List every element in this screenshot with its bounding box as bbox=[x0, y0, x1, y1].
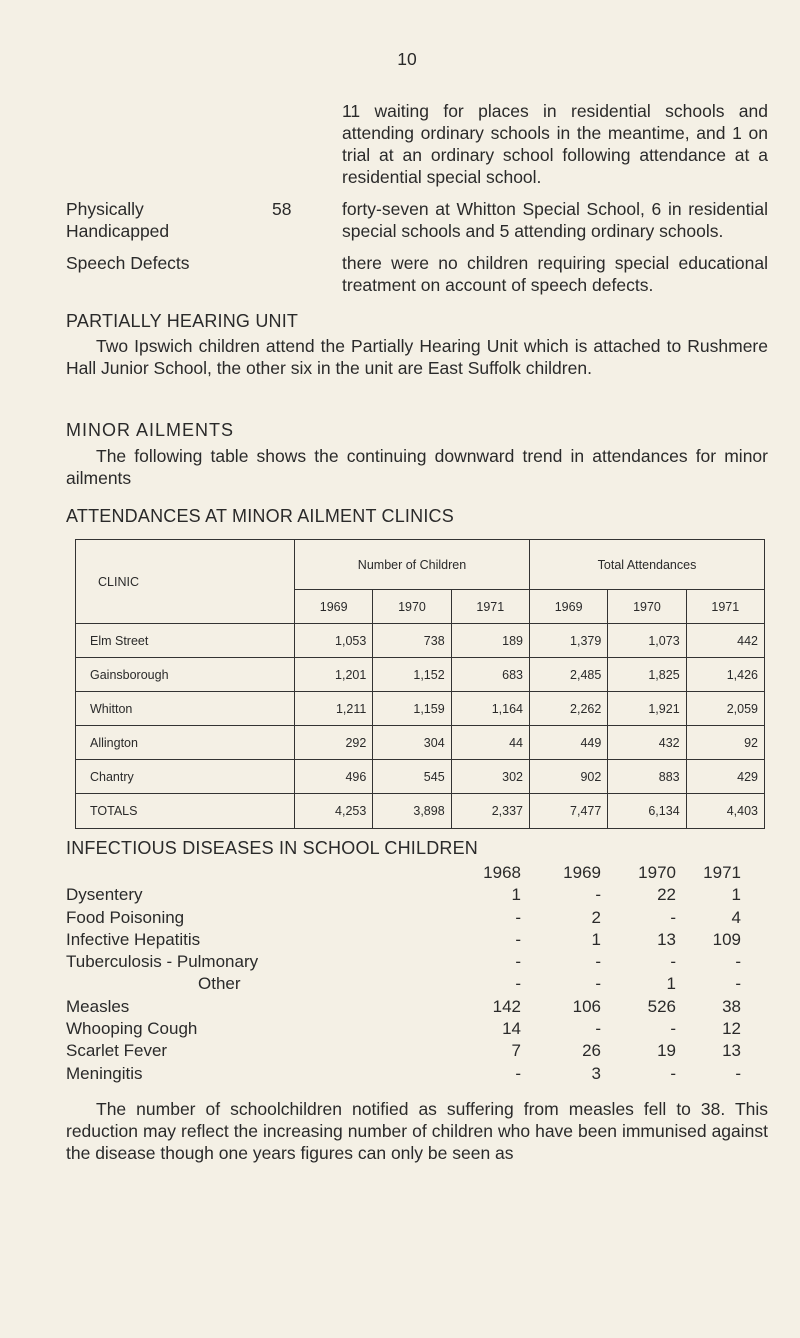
year-header: 1970 bbox=[608, 590, 686, 624]
physically-label-2: Handicapped bbox=[66, 221, 170, 241]
clinic-name: TOTALS bbox=[76, 794, 295, 829]
physically-handicapped-section bbox=[66, 198, 768, 242]
intro-paragraph: 11 waiting for places in residential schools and attending ordinary schools in the meantime, and 1 on trial at an ordinary school following attendance at a residential special school. bbox=[342, 101, 768, 187]
table-cell: 2,485 bbox=[529, 658, 607, 692]
clinic-header: CLINIC bbox=[76, 540, 295, 624]
table-cell: 738 bbox=[373, 624, 451, 658]
disease-name: Whooping Cough bbox=[66, 1019, 198, 1039]
year-header-row bbox=[66, 863, 766, 885]
clinic-name: Chantry bbox=[76, 760, 295, 794]
physically-count: 58 bbox=[272, 199, 292, 219]
table-cell: 449 bbox=[529, 726, 607, 760]
table-cell: 6,134 bbox=[608, 794, 686, 829]
group-header-children: Number of Children bbox=[295, 540, 530, 590]
table-cell: 496 bbox=[295, 760, 373, 794]
table-cell: 3 bbox=[591, 1063, 601, 1083]
table-cell: 1 bbox=[511, 885, 521, 905]
minor-ailments-text: The following table shows the continuing downward trend in attendances for minor ailments bbox=[66, 446, 768, 488]
table-cell: - bbox=[595, 974, 601, 994]
table-cell: 13 bbox=[722, 1041, 741, 1061]
minor-ailments-heading: MINOR AILMENTS bbox=[66, 420, 235, 440]
table-cell: - bbox=[515, 907, 521, 927]
table-cell: 22 bbox=[657, 885, 676, 905]
table-cell: 302 bbox=[451, 760, 529, 794]
year-header: 1971 bbox=[703, 863, 741, 882]
clinic-name: Elm Street bbox=[76, 624, 295, 658]
table-row bbox=[66, 885, 766, 907]
table-cell: - bbox=[670, 952, 676, 972]
attendances-table bbox=[75, 539, 765, 829]
table-cell: 26 bbox=[582, 1041, 601, 1061]
disease-name: Food Poisoning bbox=[66, 907, 185, 927]
clinic-name: Whitton bbox=[76, 692, 295, 726]
table-cell: 19 bbox=[657, 1041, 676, 1061]
table-cell: 4,403 bbox=[686, 794, 764, 829]
disease-name: Other bbox=[198, 974, 241, 994]
table-row bbox=[66, 1064, 766, 1086]
table-cell: 38 bbox=[722, 996, 741, 1016]
year-header: 1969 bbox=[563, 863, 601, 882]
table-cell: 92 bbox=[686, 726, 764, 760]
table-cell: 1 bbox=[666, 974, 676, 994]
table-cell: 7 bbox=[511, 1041, 521, 1061]
table-cell: 1,426 bbox=[686, 658, 764, 692]
disease-name: Tuberculosis - Pulmonary bbox=[66, 952, 259, 972]
table-row bbox=[66, 930, 766, 952]
group-header-attendances: Total Attendances bbox=[529, 540, 764, 590]
table-row bbox=[66, 974, 766, 996]
table-row bbox=[66, 952, 766, 974]
table-row bbox=[76, 760, 765, 794]
table-cell: 432 bbox=[608, 726, 686, 760]
table-row bbox=[76, 726, 765, 760]
table-cell: 1 bbox=[591, 929, 601, 949]
disease-name: Measles bbox=[66, 996, 130, 1016]
clinic-name: Gainsborough bbox=[76, 658, 295, 692]
table-cell: 1,152 bbox=[373, 658, 451, 692]
disease-name: Dysentery bbox=[66, 885, 143, 905]
table-cell: 1,201 bbox=[295, 658, 373, 692]
disease-name: Infective Hepatitis bbox=[66, 929, 201, 949]
infectious-title: INFECTIOUS DISEASES IN SCHOOL CHILDREN bbox=[66, 838, 479, 858]
partially-hearing-text: Two Ipswich children attend the Partially Hearing Unit which is attached to Rushmere Hall Junior School, the other six in the unit are East Suffolk children. bbox=[66, 336, 768, 378]
table-cell: - bbox=[670, 1019, 676, 1039]
table-cell: 526 bbox=[647, 996, 676, 1016]
table-cell: 1,921 bbox=[608, 692, 686, 726]
table-cell: 304 bbox=[373, 726, 451, 760]
table-cell: 1,164 bbox=[451, 692, 529, 726]
page-number: 10 bbox=[397, 49, 417, 69]
speech-defects-section bbox=[66, 252, 768, 296]
disease-name: Meningitis bbox=[66, 1063, 143, 1083]
table-cell: - bbox=[670, 907, 676, 927]
table-cell: - bbox=[515, 929, 521, 949]
table-cell: 2,262 bbox=[529, 692, 607, 726]
year-header: 1971 bbox=[686, 590, 764, 624]
disease-name: Scarlet Fever bbox=[66, 1041, 168, 1061]
table-cell: 442 bbox=[686, 624, 764, 658]
infectious-table bbox=[66, 863, 766, 1086]
table-cell: 44 bbox=[451, 726, 529, 760]
table-cell: 429 bbox=[686, 760, 764, 794]
attendances-title: ATTENDANCES AT MINOR AILMENT CLINICS bbox=[66, 506, 454, 526]
table-cell: 883 bbox=[608, 760, 686, 794]
table-row bbox=[76, 658, 765, 692]
table-cell: 109 bbox=[712, 929, 741, 949]
table-cell: 545 bbox=[373, 760, 451, 794]
table-cell: 12 bbox=[722, 1019, 741, 1039]
table-cell: 1 bbox=[731, 885, 741, 905]
physically-label-1: Physically bbox=[66, 199, 144, 219]
year-header: 1970 bbox=[373, 590, 451, 624]
table-cell: - bbox=[515, 1063, 521, 1083]
year-header: 1969 bbox=[529, 590, 607, 624]
closing-paragraph: The number of schoolchildren notified as suffering from measles fell to 38. This reduction may reflect the increasing number of children who have been immunised against the disease though one years figures can only be seen as bbox=[66, 1098, 768, 1163]
partially-hearing-heading: PARTIALLY HEARING UNIT bbox=[66, 311, 299, 331]
table-cell: 3,898 bbox=[373, 794, 451, 829]
table-cell: 1,379 bbox=[529, 624, 607, 658]
table-row bbox=[66, 908, 766, 930]
year-header: 1969 bbox=[295, 590, 373, 624]
year-header: 1968 bbox=[483, 863, 521, 882]
table-row bbox=[66, 997, 766, 1019]
table-cell: 106 bbox=[572, 996, 601, 1016]
table-cell: - bbox=[515, 974, 521, 994]
table-cell: 142 bbox=[492, 996, 521, 1016]
year-header: 1971 bbox=[451, 590, 529, 624]
clinic-name: Allington bbox=[76, 726, 295, 760]
table-cell: - bbox=[515, 952, 521, 972]
table-row bbox=[76, 794, 765, 829]
table-cell: 4 bbox=[731, 907, 741, 927]
table-cell: 2,337 bbox=[451, 794, 529, 829]
table-row bbox=[76, 692, 765, 726]
table-cell: - bbox=[595, 1019, 601, 1039]
table-cell: - bbox=[595, 885, 601, 905]
physically-text: forty-seven at Whitton Special School, 6 in residential special schools and 5 attending ordinary schools. bbox=[342, 199, 768, 241]
table-cell: 13 bbox=[657, 929, 676, 949]
table-cell: 1,159 bbox=[373, 692, 451, 726]
table-cell: - bbox=[735, 974, 741, 994]
table-cell: - bbox=[670, 1063, 676, 1083]
speech-text: there were no children requiring special educational treatment on account of speech defects. bbox=[342, 253, 768, 295]
table-cell: 189 bbox=[451, 624, 529, 658]
table-row bbox=[66, 1041, 766, 1063]
year-header: 1970 bbox=[638, 863, 676, 882]
table-cell: 1,211 bbox=[295, 692, 373, 726]
speech-label: Speech Defects bbox=[66, 253, 190, 273]
table-cell: 2 bbox=[591, 907, 601, 927]
table-cell: 1,825 bbox=[608, 658, 686, 692]
intro-section bbox=[66, 100, 768, 188]
table-cell: 902 bbox=[529, 760, 607, 794]
table-cell: 4,253 bbox=[295, 794, 373, 829]
table-cell: 2,059 bbox=[686, 692, 764, 726]
table-cell: 683 bbox=[451, 658, 529, 692]
table-cell: 1,073 bbox=[608, 624, 686, 658]
table-row bbox=[76, 624, 765, 658]
table-cell: - bbox=[735, 952, 741, 972]
table-cell: - bbox=[595, 952, 601, 972]
table-cell: 14 bbox=[502, 1019, 521, 1039]
table-cell: 7,477 bbox=[529, 794, 607, 829]
table-cell: 1,053 bbox=[295, 624, 373, 658]
table-row bbox=[66, 1019, 766, 1041]
table-cell: 292 bbox=[295, 726, 373, 760]
table-cell: - bbox=[735, 1063, 741, 1083]
